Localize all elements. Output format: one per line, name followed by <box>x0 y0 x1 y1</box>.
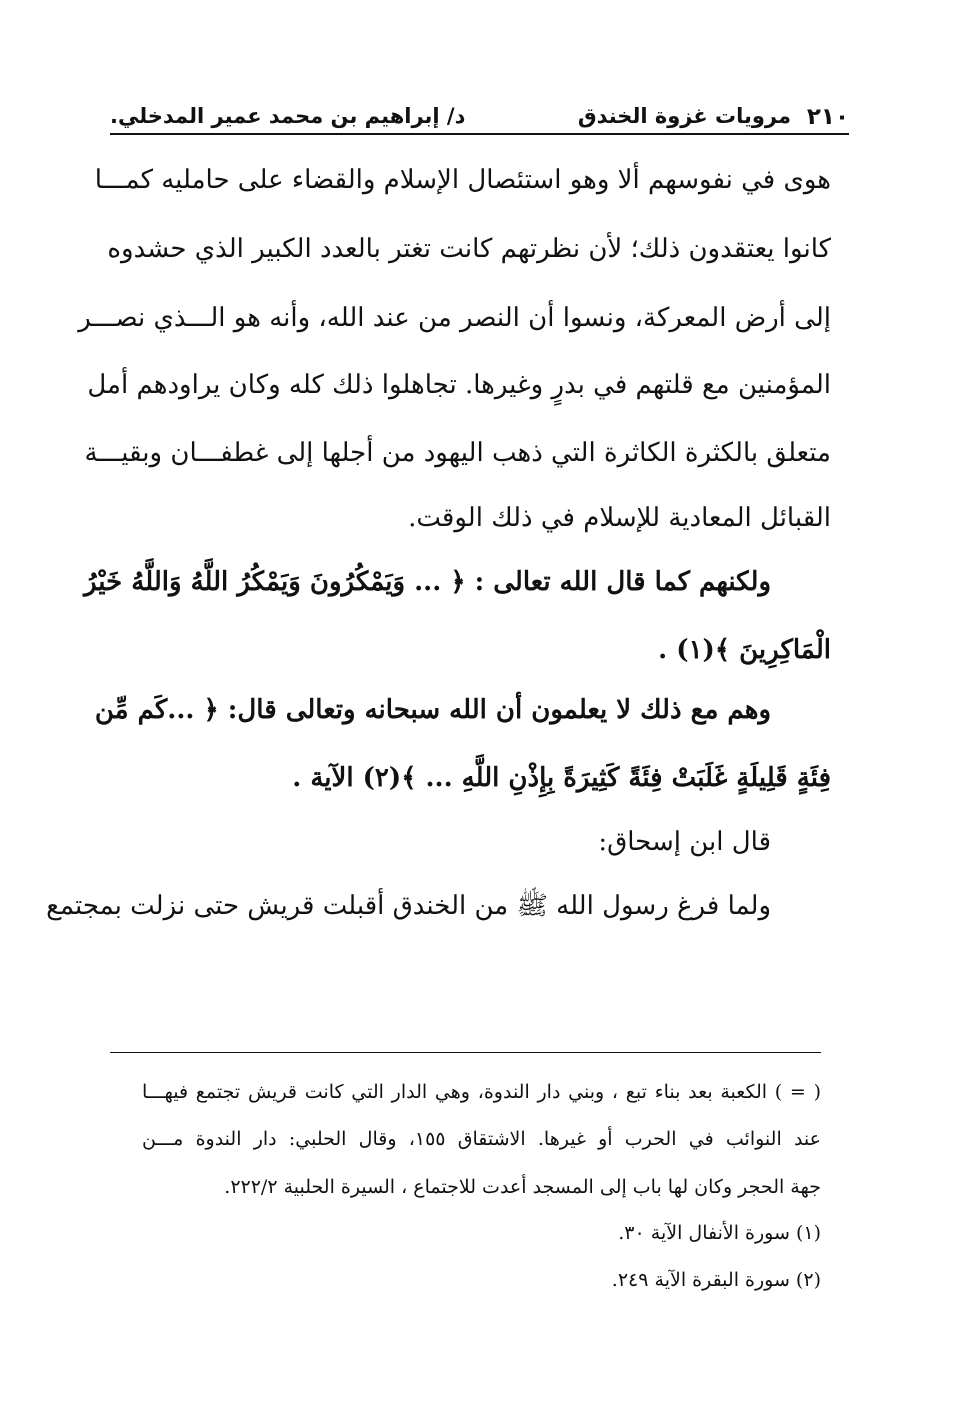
author-name: د/ إبراهيم بن محمد عمير المدخلي. <box>110 104 466 128</box>
body-line: ولما فرغ رسول الله ﷺ من الخندق أقبلت قريش حتى نزلت بمجتمع <box>46 891 771 921</box>
quran-quote-line: فِئَةٍ قَلِيلَةٍ غَلَبَتْ فِئَةً كَثِيرَةً بِإِذْنِ اللَّهِ ... ﴾(٢) الآية . <box>292 763 831 793</box>
quran-quote-line: وهم مع ذلك لا يعلمون أن الله سبحانه وتعالى قال: ﴿ ...كَم مِّن <box>94 695 771 725</box>
quran-quote-line: الْمَاكِرِينَ ﴾(١) . <box>658 635 831 665</box>
footnote-line: جهة الحجر وكان لها باب إلى المسجد أعدت للاجتماع ، السيرة الحلبية ٢٢٢/٢. <box>224 1176 821 1198</box>
body-line: القبائل المعادية للإسلام في ذلك الوقت. <box>408 503 831 533</box>
footnote-line: (٢) سورة البقرة الآية ٢٤٩. <box>611 1269 821 1291</box>
body-line: كانوا يعتقدون ذلك؛ لأن نظرتهم كانت تغتر بالعدد الكبير الذي حشدوه <box>107 234 831 264</box>
footnote-line: ( = ) الكعبة بعد بناء تبع ، وبني دار الندوة، وهي الدار التي كانت قريش تجتمع فيهـــا <box>142 1081 821 1103</box>
running-header <box>110 104 849 134</box>
footnote-line: (١) سورة الأنفال الآية ٣٠. <box>618 1222 821 1244</box>
footnote-line: عند النوائب في الحرب أو غيرها. الاشتقاق ١٥٥، وقال الحلبي: دار الندوة مـــن <box>142 1128 821 1150</box>
body-line: هوى في نفوسهم ألا وهو استئصال الإسلام والقضاء على حامليه كمـــا <box>94 165 831 195</box>
quran-quote-line: ولكنهم كما قال الله تعالى : ﴿ ... وَيَمْكُرُونَ وَيَمْكُرُ اللَّهُ وَاللَّهُ خَيْرُ <box>83 567 771 597</box>
body-line: متعلق بالكثرة الكاثرة التي ذهب اليهود من أجلها إلى غطفـــان وبقيـــة <box>84 438 831 468</box>
page-number: ٢١٠ <box>806 104 849 130</box>
body-line: المؤمنين مع قلتهم في بدرٍ وغيرها. تجاهلوا ذلك كله وكان يراودهم أمل <box>87 370 831 400</box>
body-line: إلى أرض المعركة، ونسوا أن النصر من عند الله، وأنه هو الـــذي نصـــر <box>78 303 831 333</box>
book-title: مرويات غزوة الخندق <box>577 104 791 128</box>
footnote-rule <box>110 1052 821 1053</box>
section-heading: قال ابن إسحاق: <box>598 827 771 857</box>
header-rule <box>110 133 849 135</box>
